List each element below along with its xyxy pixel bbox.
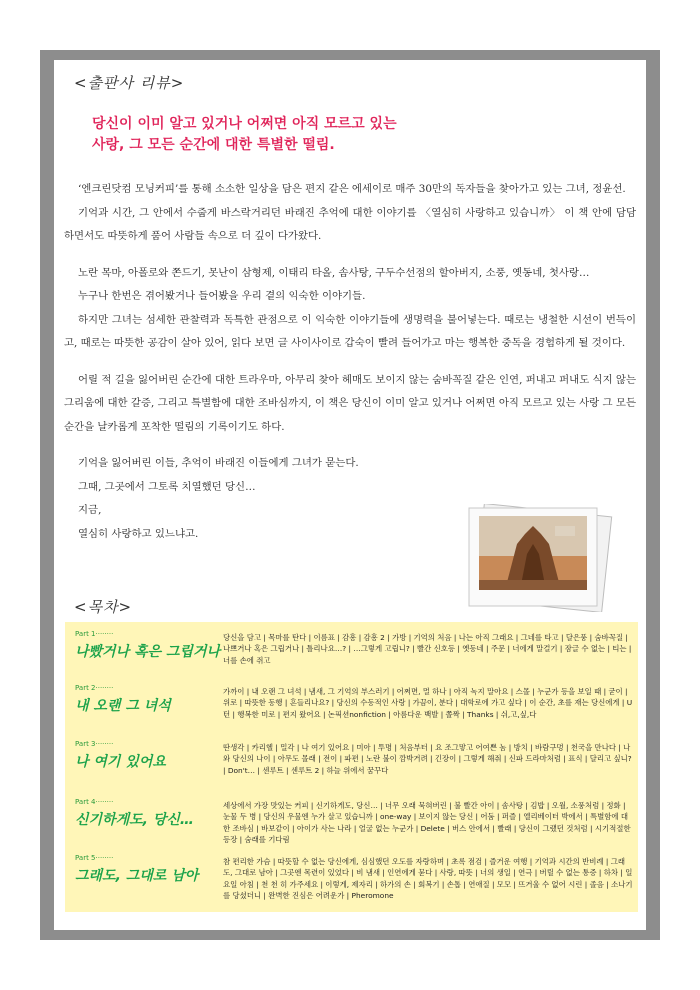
review-paragraph: 기억을 잃어버린 이들, 추억이 바래진 이들에게 그녀가 묻는다. [78,457,359,469]
part-chapter-list: 당신을 담고 | 목마를 탄다 | 이름표 | 감흥 | 감흥 2 | 가방 | 기억의 처음 | 나는 아직 그래요 | 그네를 타고 | 달은풍 | 숨바꼭질 | 나쁘거나 혹은 그립거나 | 틀리나요…? | …그렇게 고립니? | 빨간 신호등 | 옛동네 | 주문 | 너에게 말걸기 | 잠글 수 없는 | 티는 | 너를 손에 쥐고 [223,633,632,665]
part-label: Part 2········ [75,684,114,692]
headline-line-1: 당신이 이미 알고 있거나 어쩌면 아직 모르고 있는 [92,116,397,132]
part-title: 신기하게도, 당신… [75,812,194,828]
part-label: Part 3········ [75,740,114,748]
part-title: 나빴거나 혹은 그립거나 [75,644,220,660]
part-label: Part 5········ [75,854,114,862]
review-headline [92,114,612,156]
headline-line-2: 사랑, 그 모든 순간에 대한 특별한 떨림. [92,137,335,153]
review-paragraph: 하지만 그녀는 섬세한 관찰력과 독특한 관점으로 이 익숙한 이야기들에 생명력을 불어넣는다. 때로는 냉철한 시선이 번득이고, 때로는 따뜻한 공감이 살아 있어, 읽다 보면 글 사이사이로 갑숙이 빨려 들어가고 마는 행복한 중독을 경험하게 될 것이다. [64,313,636,349]
part-title: 그래도, 그대로 남아 [75,868,199,884]
toc-box [65,622,638,912]
review-paragraph: 열심히 사랑하고 있느냐고. [78,527,199,540]
review-paragraph: 지금, [78,504,102,516]
review-paragraph: ‘엔크린닷컴 모닝커피’를 통해 소소한 일상을 담은 편지 같은 에세이로 매주 30만의 독자들을 찾아가고 있는 그녀, 정윤선. [78,183,626,195]
part-label: Part 4········ [75,798,114,806]
part-title: 내 오랜 그 녀석 [75,698,171,714]
toc-heading: <목차> [74,598,133,616]
part-chapter-list: 참 편리한 가슴 | 따뜻할 수 없는 당신에게, 심심했던 오도를 자랑하며 | 초록 점검 | 즐거운 여행 | 기억과 시간의 반비례 | 그래도, 그대로 남아 | 그곳엔 목련이 있었다 | 비 냄새 | 인연에게 묻다 | 사랑, 따뜻 | 너의 생일 | 연극 | 버릴 수 없는 통증 | 하차 | 일요일 아침 | 천 천 히 가주세요 | 이렇게, 제자리 | 하가의 손 | 회복기 | 손톱 | 연애질 | 모모 | 뜨거울 수 없어 시린 | 졸음 | 소나기를 당셨더니 | 완벽한 진심은 어려운가 | Pheromone [223,857,633,901]
review-paragraph: 기억과 시간, 그 안에서 수줍게 바스락거리던 바래진 추억에 대한 이야기를 〈열심히 사랑하고 있습니까〉 이 책 안에 담담하면서도 따뜻하게 품어 사람들 속으로 더 깊이 다가왔다. [64,206,636,242]
part-chapter-list: 가까이 | 내 오랜 그 녀석 | 냄새, 그 기억의 부스러기 | 어쩌면, 멀 하나 | 아직 녹지 말아요 | 스몰 | 누군가 등을 보일 때 | 굳이 | 위로 | 따뜻한 동행 | 흔들리나요? | 당신의 수동적인 사랑 | 가끔이, 분다 | 대학로에 가고 싶다 | 이 순간, 초를 재는 당신에게 | U턴 | 행복한 미로 | 편지 왔어요 | 논픽션nonfiction | 아름다운 백발 | 쫄짝 | Thanks | 쉬,고,싶,다 [223,687,633,719]
publisher-review-heading: <출판사 리뷰> [74,74,185,92]
part-label: Part 1········ [75,630,114,638]
review-body [64,178,636,546]
review-paragraph: 어릴 적 길을 잃어버린 순간에 대한 트라우마, 아무리 찾아 헤매도 보이지 않는 숨바꼭질 같은 인연, 퍼내고 퍼내도 식지 않는 그리움에 대한 갈증, 그리고 특별함에 대한 조바심까지, 이 책은 당신이 이미 알고 있거나 어쩌면 아직 모르고 있는 사랑 그 모든 순간을 날카롭게 포착한 떨림의 기록이기도 하다. [64,373,636,433]
review-paragraph: 누구나 한번은 겪어봤거나 들어봤을 우리 곁의 익숙한 이야기들. [78,290,366,302]
review-paragraph: 노란 목마, 아폴로와 쫀드기, 못난이 삼형제, 이태리 타올, 솜사탕, 구두수선점의 할아버지, 소풍, 옛동네, 첫사랑… [78,266,590,279]
part-chapter-list: 딴생각 | 카리헬 | 밀각 | 나 여기 있어요 | 미아 | 투명 | 처음부터 | 요 조그맣고 어여쁜 놈 | 방치 | 바람구멍 | 천국을 만나다 | 나와 당신의 나이 | 아무도 몰래 | 전이 | 파편 | 노란 불이 깜박거려 | 긴장이 | 그렇게 해줘 | 신파 드라마처럼 | 표식 | 달리고 싶니? | Don't… | 센루트 | 센루트 2 | 하늘 위에서 꿈꾸다 [223,743,632,775]
part-chapter-list: 세상에서 가장 맛있는 커피 | 신기하게도, 당신… | 너무 오래 묵혀버린 | 불 빨간 아이 | 솜사탕 | 김밥 | 오월, 소풍처럼 | 정화 | 눈물 두 병 | 당신의 우물엔 누가 살고 있습니까 | one-way | 보이지 않는 당신 | 어둠 | 퍼즐 | 엘리베이터 박에서 | 특별함에 대한 조바심 | 바보같이 | 아이가 사는 나라 | 얼굴 없는 누군가 | Delete | 버스 안에서 | 빨래 | 당신이 그랬던 것처럼 | 시기적절한 등장 | 숨래를 기다림 [223,801,631,845]
polaroid-photo [465,504,615,612]
part-title: 나 여기 있어요 [75,754,166,770]
review-paragraph: 그때, 그곳에서 그토록 치열했던 당신… [78,480,256,493]
